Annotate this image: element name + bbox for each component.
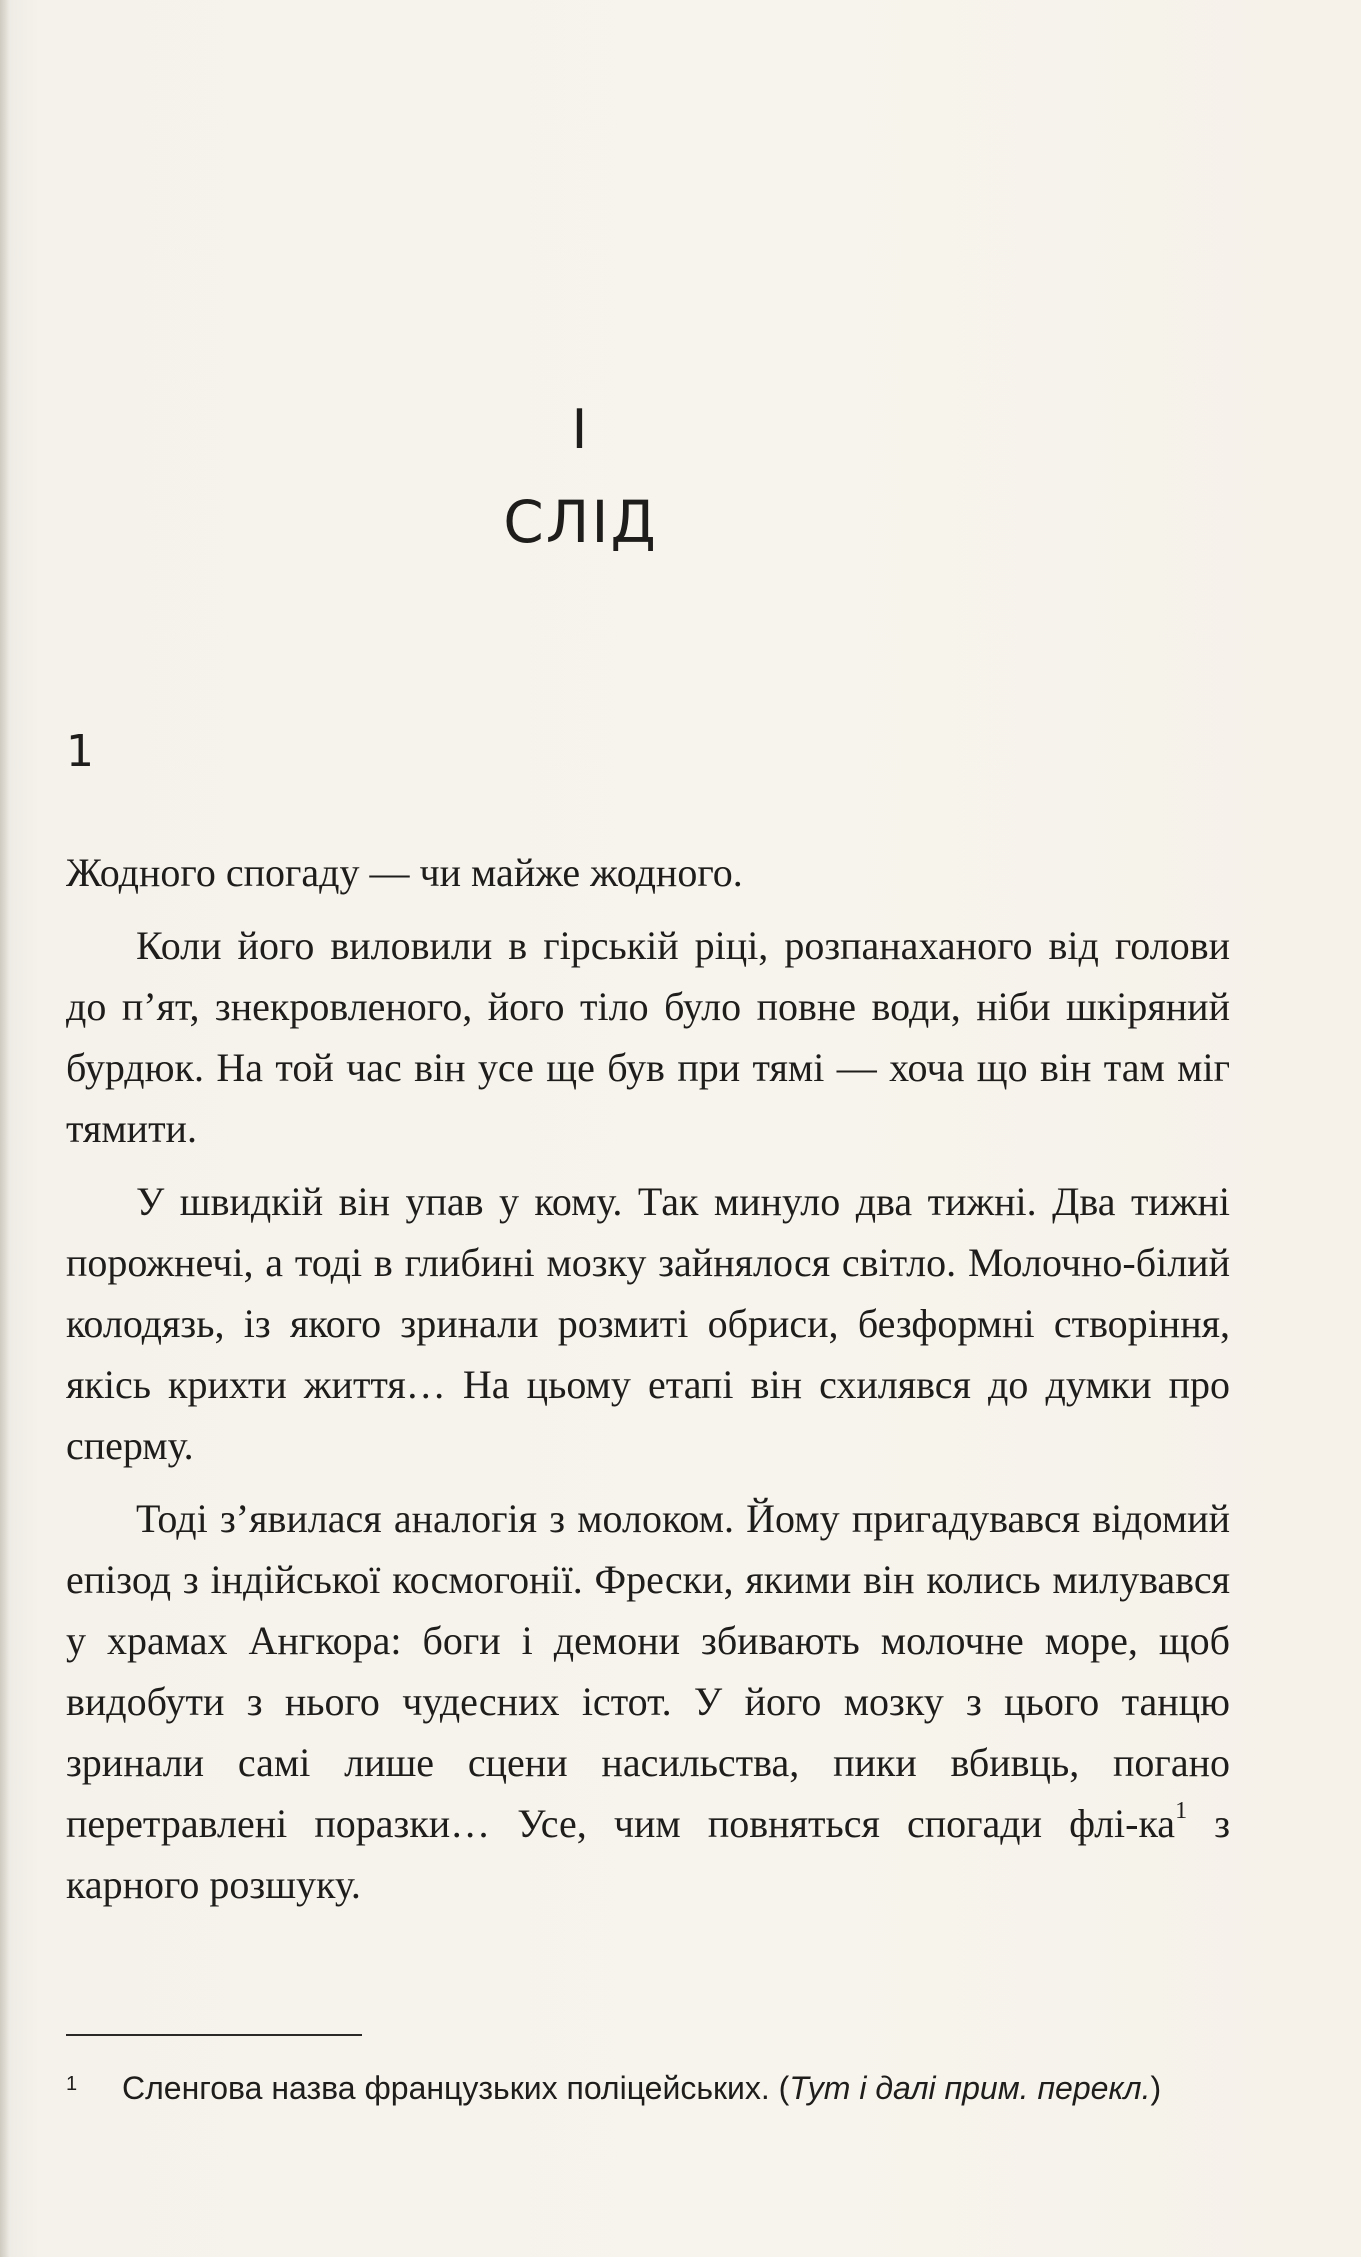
paragraph-4-text: Тоді з’явилася аналогія з молоком. Йому пригадувався відомий епізод з індійської космогонії. Фрески, якими він колись милувався у храмах Ангкора: боги і демони збивають молочне море, щоб видобути з нього чудесних істот. У його мозку з цього танцю зринали самі лише сцени насильства, пики вбивць, погано перетравлені поразки… Усе, чим повняться спогади флі-ка	[66, 1496, 1230, 1846]
footnote-text: Сленгова назва французьких поліцейських. (	[122, 2070, 790, 2106]
page-edge-shadow	[0, 0, 10, 2257]
paragraph-4-tail: з карного розшуку.	[66, 1801, 1231, 1907]
body-text	[66, 842, 1230, 1927]
footnote-reference[interactable]: 1	[1175, 1798, 1188, 1824]
paragraph-1: Жодного спогаду — чи майже жодного.	[66, 850, 743, 895]
paragraph-3: У швидкій він упав у кому. Так минуло два тижні. Два тижні порожнечі, а тоді в глибині мозку зайнялося світло. Молочно-білий колодязь, із якого зринали розмиті обриси, безформні створіння, якісь крихти життя… На цьому етапі він схилявся до думки про сперму.	[66, 1179, 1230, 1468]
footnote-translator-note: Тут і далі прим. перекл.	[789, 2070, 1151, 2106]
part-number: I	[571, 398, 590, 461]
footnote-divider	[66, 2034, 362, 2036]
paragraph-2: Коли його виловили в гірській ріці, розпанаханого від голови до п’ят, знекровленого, його тіло було повне води, ніби шкіряний бурдюк. На той час він усе ще був при тямі — хоча що він там міг тямити.	[66, 923, 1230, 1151]
footnote-marker: 1	[66, 2073, 78, 2095]
footnote	[66, 2066, 1246, 2110]
chapter-number: 1	[66, 726, 94, 777]
part-title: СЛІД	[503, 488, 658, 556]
footnote-closing: )	[1150, 2070, 1162, 2106]
paragraph-4	[66, 1488, 1230, 1915]
